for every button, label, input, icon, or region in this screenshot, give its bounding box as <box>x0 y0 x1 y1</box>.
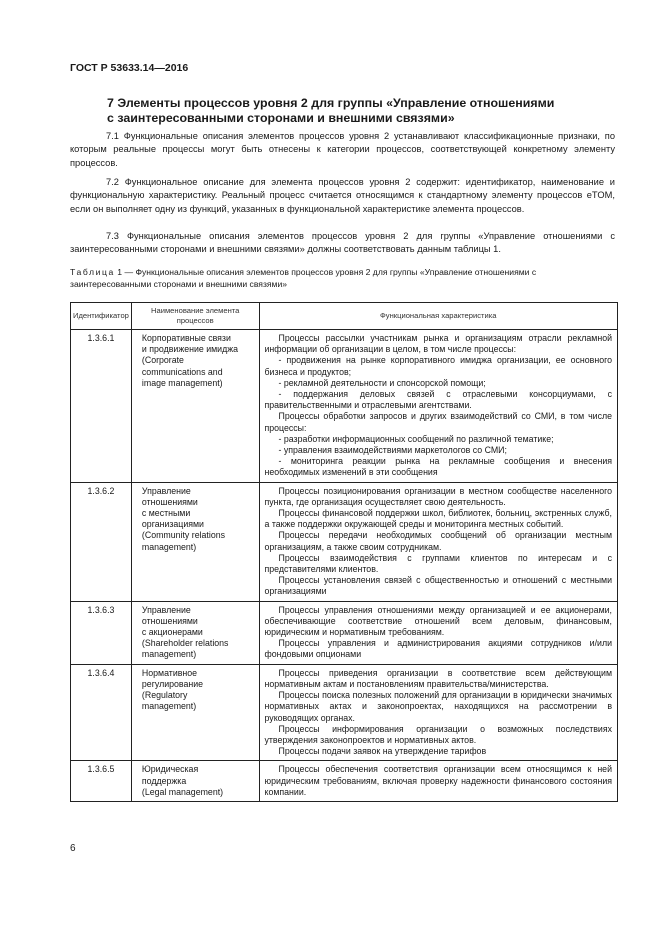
table-row <box>71 601 618 664</box>
characteristic-paragraph: Процессы обработки запросов и других взаимодействий со СМИ, в том числе процессы: <box>264 411 612 433</box>
characteristic-paragraph: Процессы передачи необходимых сообщений об организации местным организациям, а также своим сотрудникам. <box>264 530 612 552</box>
section-title-line-1: 7 Элементы процессов уровня 2 для группы «Управление отношениями <box>107 96 555 110</box>
characteristic-paragraph: - разработки информационных сообщений по различной тематике; <box>278 433 554 444</box>
element-name-line: Нормативное <box>141 667 198 678</box>
element-name-line: (Shareholder relations <box>141 638 229 649</box>
header-functional-characteristic: Функциональная характеристика <box>259 303 618 330</box>
characteristic-paragraph: Процессы информирования организации о возможных последствиях утверждения законопроектов и нормативных актов. <box>264 723 612 745</box>
row-identifier: 1.3.6.2 <box>71 482 132 601</box>
characteristic-paragraph: - рекламной деятельности и спонсорской помощи; <box>278 377 486 388</box>
characteristic-paragraph: Процессы приведения организации в соответствие всем действующим нормативным актам и постановлениям правительства/министерства. <box>264 667 612 689</box>
element-name-line: отношениями <box>141 615 198 626</box>
header-identifier: Идентификатор <box>71 303 132 330</box>
row-functional-characteristic <box>259 482 618 601</box>
row-identifier: 1.3.6.5 <box>71 761 132 802</box>
table-caption-label: Таблица <box>70 267 115 277</box>
element-name-line: management) <box>141 649 197 660</box>
element-name-line: Управление <box>141 604 191 615</box>
element-name-line: management) <box>141 541 197 552</box>
process-elements-table <box>70 302 618 802</box>
characteristic-paragraph: Процессы рассылки участникам рынка и организациям отрасли рекламной информации об организации в целом, в том числе процессы: <box>264 333 612 355</box>
table-row <box>71 664 618 761</box>
element-name-line: регулирование <box>141 678 204 689</box>
table-row <box>71 761 618 802</box>
section-title-line-2: с заинтересованными сторонами и внешними связями» <box>107 111 455 125</box>
element-name-line: и продвижение имиджа <box>141 344 239 355</box>
characteristic-paragraph: Процессы поиска полезных положений для организации в юридически значимых нормативных актах и законопроектах, находящихся на рассмотрении в руководящих органах. <box>264 690 612 723</box>
element-name-line: (Legal management) <box>141 786 224 797</box>
row-functional-characteristic <box>259 330 618 483</box>
characteristic-paragraph: Процессы финансовой поддержки школ, библиотек, больниц, экстренных служб, а также поддержки окружающей среды и мониторинга местных событий. <box>264 508 612 530</box>
row-functional-characteristic <box>259 601 618 664</box>
element-name-line: management) <box>141 701 197 712</box>
characteristic-paragraph: - мониторинга реакции рынка на рекламные сообщения и внесения необходимых изменений в эти сообщения <box>264 456 612 478</box>
element-name-line: организациями <box>141 519 204 530</box>
paragraph-7-2: 7.2 Функциональное описание для элемента процессов уровня 2 содержит: идентификатор, наименование и функциональную характеристику. Реальный процесс считается относящимся к стандартному элементу процессов eTOM, если он выполняет одну из функций, указанных в функциональной характеристике элемента процессов. <box>70 177 615 214</box>
element-name-line: с местными <box>141 508 191 519</box>
row-identifier: 1.3.6.4 <box>71 664 132 761</box>
paragraph-7-1: 7.1 Функциональные описания элементов процессов уровня 2 устанавливают классификационные признаки, по которым реальные процессы могут быть отнесены к категории процессов, соответствующей конкретному элементу процессов. <box>70 131 615 168</box>
element-name-line: image management) <box>141 377 223 388</box>
element-name-line: (Community relations <box>141 530 226 541</box>
element-name-line: отношениями <box>141 496 198 507</box>
table-row <box>71 330 618 483</box>
row-element-name <box>131 601 259 664</box>
characteristic-paragraph: Процессы позиционирования организации в местном сообществе населенного пункта, где организация осуществляет свою деятельность. <box>264 485 612 507</box>
element-name-line: поддержка <box>141 775 187 786</box>
element-name-line: Корпоративные связи <box>141 333 231 343</box>
row-functional-characteristic <box>259 664 618 761</box>
characteristic-paragraph: Процессы взаимодействия с группами клиентов по интересам и с представителями клиентов. <box>264 552 612 575</box>
element-name-line: (Regulatory <box>141 690 188 701</box>
characteristic-paragraph: - продвижения на рынке корпоративного имиджа организации, ее основного бизнеса и продуктов; <box>264 355 612 377</box>
characteristic-paragraph: - поддержания деловых связей с отраслевыми консорциумами, с правительственными и отраслевыми агентствами. <box>264 389 612 411</box>
table-row <box>71 482 618 601</box>
characteristic-paragraph: Процессы установления связей с общественностью и отношений с местными организациями <box>264 575 612 597</box>
row-identifier: 1.3.6.1 <box>71 330 132 483</box>
characteristic-paragraph: Процессы подачи заявок на утверждение тарифов <box>278 746 487 757</box>
element-name-line: (Corporate <box>141 355 184 366</box>
row-functional-characteristic <box>259 761 618 802</box>
header-element-name: Наименование элемента процессов <box>131 303 259 330</box>
page-number: 6 <box>70 843 76 854</box>
document-standard-number: ГОСТ Р 53633.14—2016 <box>70 62 189 74</box>
characteristic-paragraph: Процессы обеспечения соответствия организации всем относящимся к ней юридическим требованиям, включая проверку надежности финансового состояния компании. <box>264 764 612 797</box>
element-name-line: Управление <box>141 485 191 496</box>
characteristic-paragraph: Процессы управления и администрирования акциями сотрудников и/или фондовыми опционами <box>264 638 612 660</box>
table-header-row <box>71 303 618 330</box>
element-name-line: Юридическая <box>141 764 199 775</box>
row-element-name <box>131 664 259 761</box>
characteristic-paragraph: - управления взаимодействиями маркетологов со СМИ; <box>278 445 507 456</box>
paragraph-7-3: 7.3 Функциональные описания элементов процессов уровня 2 для группы «Управление отношениями с заинтересованными сторонами и внешними связями» должны соответствовать данным таблицы 1. <box>70 231 615 255</box>
element-name-line: communications and <box>141 366 223 377</box>
row-element-name <box>131 330 259 483</box>
table-caption <box>70 266 618 290</box>
element-name-line: с акционерами <box>141 627 203 638</box>
row-identifier: 1.3.6.3 <box>71 601 132 664</box>
section-title <box>107 96 617 126</box>
row-element-name <box>131 482 259 601</box>
row-element-name <box>131 761 259 802</box>
characteristic-paragraph: Процессы управления отношениями между организацией и ее акционерами, обеспечивающие соответствие отношений всем деловым, финансовым, юридическим и нормативным требованиям. <box>264 604 612 638</box>
table-caption-text: 1 — Функциональные описания элементов процессов уровня 2 для группы «Управление отношениями с заинтересованными сторонами и внешними связями» <box>70 267 537 289</box>
